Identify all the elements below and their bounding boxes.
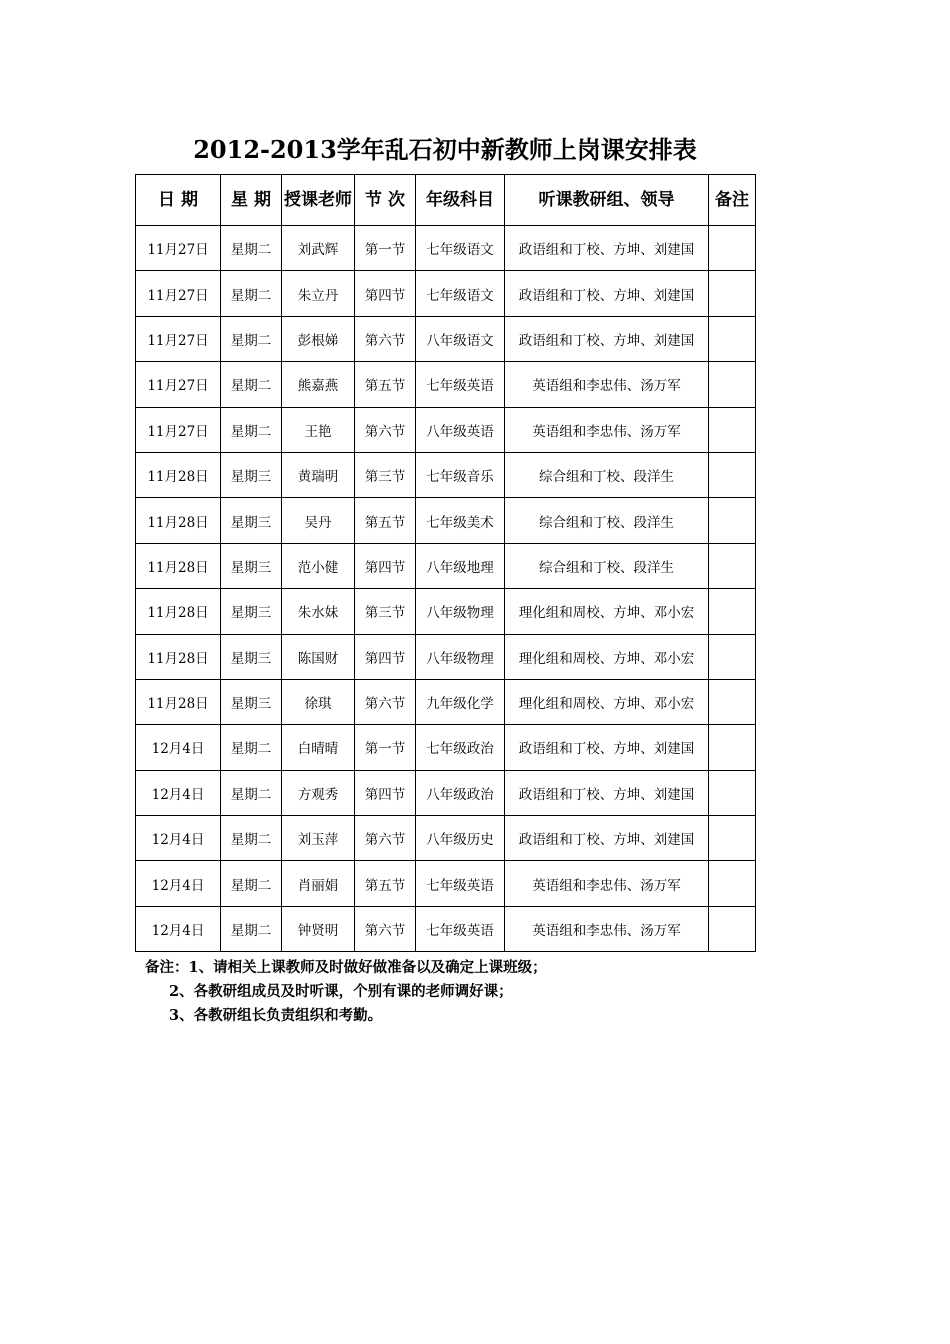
cell-subject: 八年级政治 [416,770,505,815]
cell-date: 11月27日 [136,271,221,316]
cell-observers: 政语组和丁校、方坤、刘建国 [505,316,709,361]
cell-subject: 八年级语文 [416,316,505,361]
cell-date: 12月4日 [136,861,221,906]
cell-remark [709,816,756,861]
table-row [136,589,756,634]
cell-observers: 综合组和丁校、段洋生 [505,543,709,588]
cell-date: 11月27日 [136,226,221,271]
cell-subject: 八年级物理 [416,589,505,634]
cell-remark [709,906,756,951]
cell-observers: 政语组和丁校、方坤、刘建国 [505,725,709,770]
cell-period: 第六节 [355,906,416,951]
cell-teacher: 白晴晴 [282,725,355,770]
header-weekday: 星 期 [221,175,282,226]
cell-teacher: 钟贤明 [282,906,355,951]
cell-subject: 七年级语文 [416,271,505,316]
cell-weekday: 星期二 [221,725,282,770]
cell-subject: 七年级英语 [416,362,505,407]
note-line-2: 2、各教研组成员及时听课，个别有课的老师调好课； [169,983,513,1000]
cell-remark [709,634,756,679]
cell-date: 11月27日 [136,316,221,361]
cell-remark [709,362,756,407]
table-row [136,407,756,452]
cell-weekday: 星期三 [221,589,282,634]
notes-block [145,956,547,1028]
table-row [136,906,756,951]
table-row [136,679,756,724]
cell-remark [709,679,756,724]
cell-period: 第五节 [355,861,416,906]
cell-period: 第五节 [355,362,416,407]
table-row [136,725,756,770]
cell-teacher: 彭根娣 [282,316,355,361]
cell-date: 11月27日 [136,407,221,452]
cell-observers: 政语组和丁校、方坤、刘建国 [505,816,709,861]
cell-weekday: 星期二 [221,770,282,815]
cell-weekday: 星期二 [221,861,282,906]
table-row [136,362,756,407]
cell-teacher: 刘武辉 [282,226,355,271]
cell-teacher: 方观秀 [282,770,355,815]
cell-remark [709,407,756,452]
table-row [136,634,756,679]
cell-teacher: 朱立丹 [282,271,355,316]
cell-observers: 政语组和丁校、方坤、刘建国 [505,271,709,316]
table-row [136,543,756,588]
cell-subject: 八年级历史 [416,816,505,861]
cell-period: 第一节 [355,226,416,271]
cell-date: 12月4日 [136,816,221,861]
cell-teacher: 肖丽娟 [282,861,355,906]
cell-weekday: 星期二 [221,271,282,316]
cell-date: 11月28日 [136,498,221,543]
cell-remark [709,271,756,316]
cell-teacher: 徐琪 [282,679,355,724]
page-title: 2012-2013学年乱石初中新教师上岗课安排表 [193,135,697,164]
header-remark: 备注 [709,175,756,226]
cell-remark [709,861,756,906]
cell-remark [709,316,756,361]
cell-period: 第四节 [355,770,416,815]
cell-date: 12月4日 [136,725,221,770]
note-line-3: 3、各教研组长负责组织和考勤。 [169,1007,383,1024]
cell-observers: 政语组和丁校、方坤、刘建国 [505,226,709,271]
cell-observers: 英语组和李忠伟、汤万军 [505,362,709,407]
header-subject: 年级科目 [416,175,505,226]
cell-teacher: 刘玉萍 [282,816,355,861]
cell-weekday: 星期三 [221,498,282,543]
cell-teacher: 陈国财 [282,634,355,679]
table-row [136,316,756,361]
cell-subject: 七年级政治 [416,725,505,770]
cell-date: 11月28日 [136,679,221,724]
cell-period: 第一节 [355,725,416,770]
cell-teacher: 朱水妹 [282,589,355,634]
cell-subject: 七年级美术 [416,498,505,543]
cell-date: 11月28日 [136,543,221,588]
table-row [136,271,756,316]
cell-teacher: 黄瑞明 [282,452,355,497]
table-row [136,498,756,543]
cell-date: 11月28日 [136,589,221,634]
cell-date: 12月4日 [136,770,221,815]
cell-subject: 七年级音乐 [416,452,505,497]
cell-subject: 八年级地理 [416,543,505,588]
cell-observers: 综合组和丁校、段洋生 [505,452,709,497]
table-row [136,770,756,815]
cell-remark [709,498,756,543]
cell-weekday: 星期二 [221,316,282,361]
cell-subject: 七年级英语 [416,861,505,906]
cell-period: 第四节 [355,634,416,679]
cell-date: 11月27日 [136,362,221,407]
cell-remark [709,452,756,497]
cell-remark [709,725,756,770]
cell-subject: 七年级英语 [416,906,505,951]
cell-observers: 综合组和丁校、段洋生 [505,498,709,543]
cell-period: 第六节 [355,316,416,361]
cell-weekday: 星期三 [221,543,282,588]
table-row [136,226,756,271]
cell-weekday: 星期二 [221,226,282,271]
cell-weekday: 星期二 [221,906,282,951]
cell-observers: 英语组和李忠伟、汤万军 [505,906,709,951]
cell-date: 11月28日 [136,452,221,497]
cell-period: 第六节 [355,816,416,861]
cell-teacher: 熊嘉燕 [282,362,355,407]
cell-remark [709,226,756,271]
schedule-table [135,174,756,952]
cell-period: 第三节 [355,452,416,497]
cell-weekday: 星期二 [221,407,282,452]
cell-observers: 政语组和丁校、方坤、刘建国 [505,770,709,815]
cell-weekday: 星期二 [221,362,282,407]
cell-subject: 七年级语文 [416,226,505,271]
cell-period: 第四节 [355,271,416,316]
table-header-row [136,175,756,226]
cell-weekday: 星期二 [221,816,282,861]
cell-period: 第五节 [355,498,416,543]
table-row [136,452,756,497]
cell-period: 第六节 [355,407,416,452]
header-teacher: 授课老师 [282,175,355,226]
cell-teacher: 范小健 [282,543,355,588]
cell-subject: 九年级化学 [416,679,505,724]
cell-observers: 理化组和周校、方坤、邓小宏 [505,634,709,679]
cell-observers: 理化组和周校、方坤、邓小宏 [505,679,709,724]
header-date: 日 期 [136,175,221,226]
cell-observers: 理化组和周校、方坤、邓小宏 [505,589,709,634]
table-row [136,861,756,906]
cell-remark [709,543,756,588]
cell-observers: 英语组和李忠伟、汤万军 [505,861,709,906]
note-line-1: 备注：1、请相关上课教师及时做好做准备以及确定上课班级； [145,959,547,976]
cell-subject: 八年级英语 [416,407,505,452]
cell-period: 第四节 [355,543,416,588]
cell-teacher: 王艳 [282,407,355,452]
cell-period: 第六节 [355,679,416,724]
cell-date: 12月4日 [136,906,221,951]
cell-weekday: 星期三 [221,679,282,724]
cell-observers: 英语组和李忠伟、汤万军 [505,407,709,452]
cell-teacher: 吴丹 [282,498,355,543]
header-observers: 听课教研组、领导 [505,175,709,226]
cell-weekday: 星期三 [221,452,282,497]
header-period: 节 次 [355,175,416,226]
cell-remark [709,589,756,634]
cell-period: 第三节 [355,589,416,634]
table-row [136,816,756,861]
cell-remark [709,770,756,815]
cell-subject: 八年级物理 [416,634,505,679]
cell-weekday: 星期三 [221,634,282,679]
cell-date: 11月28日 [136,634,221,679]
